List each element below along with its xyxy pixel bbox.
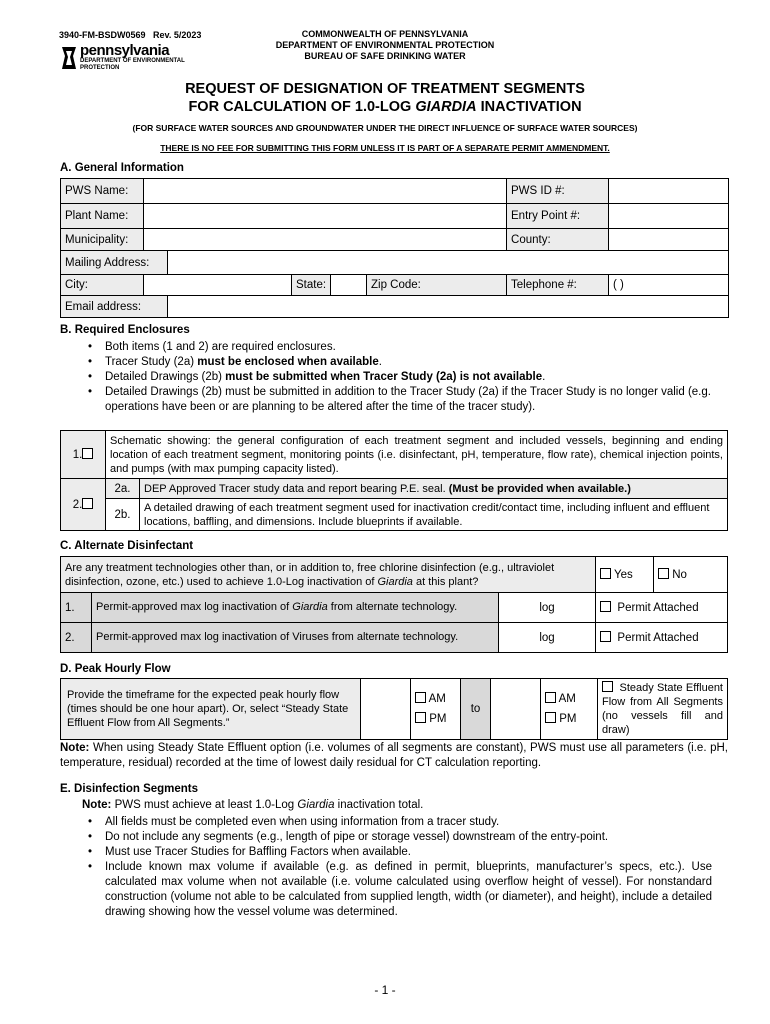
entry-point-label: Entry Point #: [507, 204, 609, 229]
e-note-label: Note: [82, 799, 112, 811]
section-e-bullets [82, 815, 712, 920]
peak-flow-prompt: Provide the timeframe for the expected peak hourly flow (times should be one hour apart). Or, select “Steady State Effluent Flow from All Segments.” [61, 679, 361, 740]
steady-state-option[interactable] [598, 679, 728, 740]
start-pm-option[interactable] [415, 709, 456, 729]
list-item: • Detailed Drawings (2b) must be submitted in addition to the Tracer Study (2a) if the Tracer Study is no longer valid (e.g. operations have been or are planning to be altered after the time of the tracer study). [82, 385, 712, 415]
mailing-address-field[interactable] [168, 251, 729, 275]
start-pm-checkbox[interactable] [415, 712, 426, 723]
alt-row-1-text [92, 593, 499, 623]
section-e-note [82, 798, 423, 813]
enclosures-table [60, 430, 728, 531]
zip-label: Zip Code: [367, 275, 507, 296]
keystone-logo-icon [60, 45, 78, 71]
agency-line-1: COMMONWEALTH OF PENNSYLVANIA [301, 29, 469, 39]
end-time-field[interactable] [491, 679, 541, 740]
peak-flow-note [60, 741, 728, 771]
no-fee-notice [0, 143, 770, 153]
section-a-heading: A. General Information [60, 162, 184, 174]
peak-hourly-flow-table [60, 678, 728, 740]
agency-line-2: DEPARTMENT OF ENVIRONMENTAL PROTECTION [275, 40, 495, 50]
state-label: State: [292, 275, 331, 296]
end-am-option[interactable] [545, 689, 593, 709]
bullet-2-pre: Tracer Study (2a) [105, 356, 198, 368]
county-field[interactable] [609, 229, 729, 251]
end-pm-option[interactable] [545, 709, 593, 729]
form-code: 3940-FM-BSDW0569 [59, 30, 146, 40]
title-line-1: REQUEST OF DESIGNATION OF TREATMENT SEGMENTS [185, 81, 585, 97]
steady-state-label: Steady State Effluent Flow from All Segments (no vessels fill and draw) [602, 682, 723, 736]
row1-post: from alternate technology. [327, 601, 458, 613]
permit-attached-2-label: Permit Attached [617, 632, 699, 644]
municipality-label: Municipality: [61, 229, 144, 251]
e-note-pre: PWS must achieve at least 1.0-Log [111, 799, 298, 811]
enclosure-1-text: Schematic showing: the general configuration of each treatment segment and included vessels, beginning and ending location of each treatment segment, monitoring points (i.e. disinfectant, pH, temperature, flow rate), chemical injection points, and pumps (with max pumping capacity listed). [106, 431, 728, 479]
end-am-checkbox[interactable] [545, 692, 556, 703]
bullet-3-bold: must be submitted when Tracer Study (2a) is not available [225, 371, 543, 383]
bullet-2-bold: must be enclosed when available [197, 356, 379, 368]
bullet-3-post: . [542, 371, 546, 383]
question-italic: Giardia [377, 575, 413, 588]
permit-attached-2-checkbox[interactable] [600, 631, 611, 642]
permit-attached-1-checkbox[interactable] [600, 601, 611, 612]
pws-name-label: PWS Name: [61, 179, 144, 204]
note-text: When using Steady State Effluent option (i.e. volumes of all segments are constant), PWS must use all parameters (i.e. pH, temperature, residual) recorded at the time of lowest daily residual for CT calculation reporting. [60, 742, 728, 769]
alt-row-2-log[interactable]: log [499, 623, 596, 653]
enclosure-1-cell [61, 431, 106, 479]
city-label: City: [61, 275, 144, 296]
list-item: • All fields must be completed even when using information from a tracer study. [82, 815, 712, 830]
state-field[interactable] [331, 275, 367, 296]
mailing-address-label: Mailing Address: [61, 251, 168, 275]
title-subtitle: (FOR SURFACE WATER SOURCES AND GROUNDWATER UNDER THE DIRECT INFLUENCE OF SURFACE WATER SOURCES) [132, 123, 638, 133]
title-line-2-post: INACTIVATION [476, 99, 582, 115]
form-code-line [59, 30, 201, 40]
note-label: Note: [60, 742, 90, 754]
enclosure-2-cell [61, 479, 106, 531]
enclosure-2a-text [140, 479, 728, 499]
e-note-italic: Giardia [297, 799, 335, 811]
list-item: • Must use Tracer Studies for Baffling Factors when available. [82, 845, 712, 860]
form-revision: Rev. 5/2023 [153, 30, 202, 40]
start-ampm [411, 679, 461, 740]
no-checkbox[interactable] [658, 568, 669, 579]
no-label: No [672, 569, 687, 581]
entry-point-field[interactable] [609, 204, 729, 229]
alt-disinfectant-question [61, 557, 596, 593]
plant-name-label: Plant Name: [61, 204, 144, 229]
section-b-bullets [82, 340, 712, 415]
list-item: • Do not include any segments (e.g., length of pipe or storage vessel) downstream of the entry-point. [82, 830, 712, 845]
to-label: to [461, 679, 491, 740]
alt-row-2-text: Permit-approved max log inactivation of Viruses from alternate technology. [92, 623, 499, 653]
row1-pre: Permit-approved max log inactivation of [96, 601, 293, 613]
section-e-heading: E. Disinfection Segments [60, 783, 199, 795]
section-d-heading: D. Peak Hourly Flow [60, 663, 171, 675]
yes-option[interactable] [596, 557, 654, 593]
enclosure-2a-bold: (Must be provided when available.) [448, 482, 631, 495]
list-item: • Include known max volume if available (e.g. as defined in permit, blueprints, manufacturer’s specs, etc.). Use calculated max volume when not available (i.e. volume calculated using overflow height of vessel). For nonstandard construction (volume not able to be calculated from supplied length, width (or diameter), and height), include a detailed drawing showing how the vessel volume was determined. [82, 860, 712, 920]
alt-row-2-permit[interactable] [596, 623, 728, 653]
start-time-field[interactable] [361, 679, 411, 740]
enclosure-2b-label: 2b. [106, 499, 140, 531]
yes-label: Yes [614, 569, 633, 581]
bullet-2-post: . [378, 356, 382, 368]
title-line-2-pre: FOR CALCULATION OF 1.0-LOG [188, 99, 416, 115]
pws-name-field[interactable] [144, 179, 507, 204]
end-am-label: AM [558, 693, 576, 705]
enclosure-2-checkbox[interactable] [82, 498, 93, 509]
city-field[interactable] [144, 275, 292, 296]
section-c-heading: C. Alternate Disinfectant [60, 540, 194, 552]
title-line-2-italic: GIARDIA [415, 99, 477, 115]
email-label: Email address: [61, 296, 168, 318]
start-pm-label: PM [429, 713, 447, 725]
alt-row-1-log[interactable]: log [499, 593, 596, 623]
pa-dep-logo [60, 42, 210, 82]
no-fee-text: THERE IS NO FEE FOR SUBMITTING THIS FORM UNLESS IT IS PART OF A SEPARATE PERMIT AMMENDMENT. [160, 143, 610, 153]
list-item [82, 355, 712, 370]
alternate-disinfectant-table [60, 556, 728, 653]
start-am-label: AM [428, 693, 446, 705]
telephone-field[interactable]: ( ) [609, 275, 729, 296]
end-ampm [541, 679, 598, 740]
list-item: • Both items (1 and 2) are required enclosures. [82, 340, 712, 355]
enclosure-2a-pre: DEP Approved Tracer study data and report bearing P.E. seal. [144, 482, 449, 495]
bullet-3-pre: Detailed Drawings (2b) [105, 371, 226, 383]
plant-name-field[interactable] [144, 204, 507, 229]
question-post: at this plant? [412, 575, 479, 588]
start-am-option[interactable] [415, 689, 456, 709]
telephone-label: Telephone #: [507, 275, 609, 296]
alt-row-1-number: 1. [61, 593, 92, 623]
general-info-table [60, 178, 729, 318]
enclosure-1-checkbox[interactable] [82, 448, 93, 459]
alt-row-1-permit[interactable] [596, 593, 728, 623]
yes-checkbox[interactable] [600, 568, 611, 579]
enclosure-2b-text: A detailed drawing of each treatment segment used for inactivation credit/contact time, including influent and effluent locations, baffling, and dimensions. Include blueprints if available. [140, 499, 728, 531]
agency-line-3: BUREAU OF SAFE DRINKING WATER [304, 51, 466, 61]
question-pre: Are any treatment technologies other than, or in addition to, free chlorine disinfection (e.g., ultraviolet disinfection, ozone, etc.) used to achieve 1.0-Log inactivation of [65, 561, 555, 588]
no-option[interactable] [654, 557, 728, 593]
logo-name: pennsylvania [80, 42, 170, 59]
pws-id-field[interactable] [609, 179, 729, 204]
page-number: - 1 - [374, 983, 396, 997]
municipality-field[interactable] [144, 229, 507, 251]
start-am-checkbox[interactable] [415, 692, 426, 703]
section-b-heading: B. Required Enclosures [60, 324, 190, 336]
agency-block [250, 29, 520, 62]
list-item [82, 370, 712, 385]
end-pm-checkbox[interactable] [545, 712, 556, 723]
end-pm-label: PM [559, 713, 577, 725]
alt-row-2-number: 2. [61, 623, 92, 653]
e-note-post: inactivation total. [334, 799, 424, 811]
enclosure-2-number: 2. [72, 499, 83, 511]
title-line-2 [0, 98, 770, 116]
email-field[interactable] [168, 296, 729, 318]
steady-state-checkbox[interactable] [602, 681, 613, 692]
county-label: County: [507, 229, 609, 251]
logo-subtitle: DEPARTMENT OF ENVIRONMENTAL PROTECTION [80, 58, 185, 71]
enclosure-1-number: 1. [72, 449, 83, 461]
page-title [0, 80, 770, 116]
row1-italic: Giardia [292, 601, 328, 613]
enclosure-2a-label: 2a. [106, 479, 140, 499]
permit-attached-1-label: Permit Attached [617, 602, 699, 614]
pws-id-label: PWS ID #: [507, 179, 609, 204]
